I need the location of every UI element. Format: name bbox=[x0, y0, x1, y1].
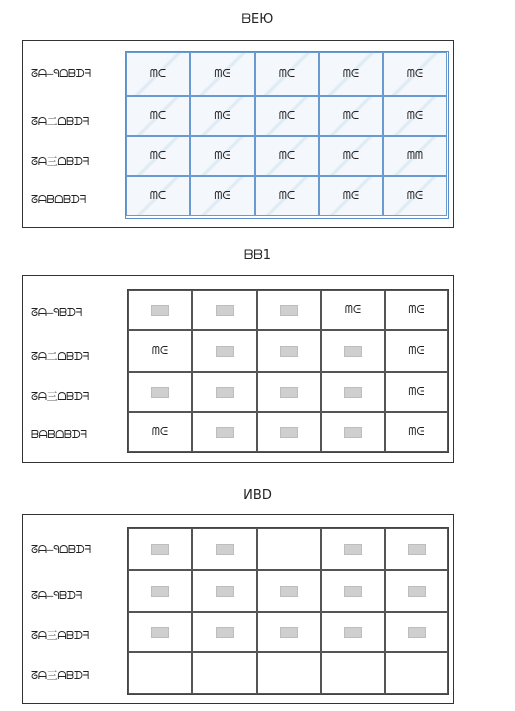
grid-cell bbox=[383, 52, 447, 96]
grid-cell bbox=[257, 528, 321, 570]
grid-cell bbox=[385, 652, 448, 694]
grid-cell bbox=[385, 330, 448, 372]
grid-cell bbox=[190, 176, 255, 216]
cell-label: ᗰᑕ bbox=[149, 67, 167, 80]
grid-cell bbox=[255, 96, 319, 136]
cell-label: ᗰᕮ bbox=[344, 303, 362, 316]
grid bbox=[127, 527, 449, 695]
cell-label: ᗰᕮ bbox=[408, 425, 425, 438]
placeholder-block bbox=[344, 544, 362, 555]
placeholder-block bbox=[151, 544, 169, 555]
cell-label: ᗰᕮ bbox=[408, 303, 425, 316]
placeholder-block bbox=[280, 387, 298, 398]
placeholder-block bbox=[408, 627, 426, 638]
grid-cell bbox=[257, 570, 321, 612]
cell-label: ᗰᕮ bbox=[214, 109, 231, 122]
placeholder-block bbox=[408, 586, 426, 597]
grid-cell bbox=[321, 372, 385, 412]
placeholder-block bbox=[280, 346, 298, 357]
grid-cell bbox=[385, 528, 448, 570]
cell-label: ᗰᑕ bbox=[149, 189, 167, 202]
cell-label: ᗰᕮ bbox=[406, 67, 424, 80]
placeholder-block bbox=[216, 427, 234, 438]
grid-cell bbox=[257, 412, 321, 452]
placeholder-block bbox=[216, 627, 234, 638]
grid-cell bbox=[257, 612, 321, 652]
grid-cell bbox=[385, 290, 448, 330]
cell-label: ᗰᕮ bbox=[214, 189, 231, 202]
grid-cell bbox=[192, 570, 257, 612]
grid-cell bbox=[126, 136, 190, 176]
placeholder-block bbox=[216, 305, 234, 316]
grid-cell bbox=[255, 176, 319, 216]
row-label: ᘔᗩ—ᑫᗷᗪᖷ bbox=[31, 306, 82, 319]
grid-cell bbox=[383, 136, 447, 176]
row-label: ᗷᗩᗷᗝᗷᗪᖷ bbox=[31, 428, 87, 441]
cell-label: ᗰᕮ bbox=[214, 67, 231, 80]
grid-cell bbox=[126, 176, 190, 216]
cell-label: ᗰᑕ bbox=[278, 149, 296, 162]
cell-label: ᗰᑕ bbox=[278, 109, 296, 122]
grid-cell bbox=[126, 96, 190, 136]
placeholder-block bbox=[280, 586, 298, 597]
grid-cell bbox=[126, 52, 190, 96]
cell-label: ᗰᕮ bbox=[406, 189, 424, 202]
grid-cell bbox=[192, 612, 257, 652]
grid-cell bbox=[192, 528, 257, 570]
placeholder-block bbox=[151, 586, 169, 597]
row-label: ᘔᗩᗷᗝᗷᗪᖷ bbox=[31, 193, 86, 206]
grid-cell bbox=[257, 290, 321, 330]
grid-cell bbox=[383, 176, 447, 216]
grid-cell bbox=[385, 412, 448, 452]
placeholder-block bbox=[216, 387, 234, 398]
grid-cell bbox=[128, 372, 192, 412]
grid-cell bbox=[321, 612, 385, 652]
grid-cell bbox=[319, 52, 383, 96]
grid-cell bbox=[255, 136, 319, 176]
row-label: ᘔᗩ—ᑫᗝᗷᗪᖷ bbox=[31, 67, 91, 80]
grid-cell bbox=[383, 96, 447, 136]
panel-3 bbox=[22, 514, 454, 704]
cell-label: ᗰᕮ bbox=[151, 425, 169, 438]
cell-label: ᗰᕮ bbox=[406, 109, 424, 122]
cell-label: ᗰᑕ bbox=[342, 149, 360, 162]
placeholder-block bbox=[151, 305, 169, 316]
row-label: ᘔᗩ—ᑫᗷᗪᖷ bbox=[31, 589, 82, 602]
grid-cell bbox=[192, 652, 257, 694]
cell-label: ᗰᕮ bbox=[214, 149, 231, 162]
cell-label: ᗰᑕ bbox=[278, 189, 296, 202]
grid-cell bbox=[321, 330, 385, 372]
placeholder-block bbox=[280, 305, 298, 316]
placeholder-block bbox=[408, 544, 426, 555]
grid-cell bbox=[257, 652, 321, 694]
placeholder-block bbox=[151, 387, 169, 398]
grid-cell bbox=[128, 412, 192, 452]
grid bbox=[127, 289, 449, 453]
cell-label: ᗰᗰ bbox=[407, 149, 423, 162]
cell-label: ᗰᑕ bbox=[149, 109, 167, 122]
grid-cell bbox=[321, 570, 385, 612]
grid-cell bbox=[192, 290, 257, 330]
row-label: ᘔᗩ三ᗩᗷᗪᖷ bbox=[31, 629, 89, 642]
grid-cell bbox=[385, 372, 448, 412]
grid-cell bbox=[321, 528, 385, 570]
grid-cell bbox=[257, 330, 321, 372]
panel-2 bbox=[22, 275, 454, 463]
panel-2-title: ᗷᗷ1 bbox=[243, 248, 272, 263]
placeholder-block bbox=[344, 586, 362, 597]
grid-cell bbox=[128, 612, 192, 652]
row-label: ᘔᗩ三ᗩᗷᗪᖷ bbox=[31, 669, 89, 682]
grid bbox=[125, 51, 449, 219]
grid-cell bbox=[190, 96, 255, 136]
grid-cell bbox=[192, 330, 257, 372]
panel-3-title: ИBD bbox=[243, 488, 272, 503]
cell-label: ᗰᑕ bbox=[278, 67, 296, 80]
grid-cell bbox=[257, 372, 321, 412]
placeholder-block bbox=[280, 427, 298, 438]
grid-cell bbox=[385, 612, 448, 652]
cell-label: ᗰᕮ bbox=[408, 385, 425, 398]
grid-cell bbox=[128, 330, 192, 372]
placeholder-block bbox=[216, 346, 234, 357]
placeholder-block bbox=[344, 346, 362, 357]
grid-cell bbox=[319, 136, 383, 176]
row-label: ᘔᗩ—ᑫᗝᗷᗪᖷ bbox=[31, 543, 91, 556]
cell-label: ᗰᕮ bbox=[408, 344, 425, 357]
row-label: ᘔᗩ二ᗝᗷᗪᖷ bbox=[31, 115, 89, 128]
grid-cell bbox=[255, 52, 319, 96]
cell-label: ᗰᑕ bbox=[149, 149, 167, 162]
placeholder-block bbox=[344, 627, 362, 638]
placeholder-block bbox=[216, 544, 234, 555]
row-label: ᘔᗩ三ᗝᗷᗪᖷ bbox=[31, 155, 89, 168]
grid-cell bbox=[385, 570, 448, 612]
grid-cell bbox=[319, 176, 383, 216]
cell-label: ᗰᕮ bbox=[342, 189, 360, 202]
cell-label: ᗰᑕ bbox=[342, 109, 360, 122]
row-label: ᘔᗩ三ᗝᗷᗪᖷ bbox=[31, 390, 89, 403]
grid-cell bbox=[319, 96, 383, 136]
grid-cell bbox=[192, 372, 257, 412]
grid-cell bbox=[128, 570, 192, 612]
grid-cell bbox=[192, 412, 257, 452]
row-label: ᘔᗩ二ᗝᗷᗪᖷ bbox=[31, 350, 89, 363]
placeholder-block bbox=[151, 627, 169, 638]
cell-label: ᗰᕮ bbox=[151, 344, 169, 357]
grid-cell bbox=[128, 652, 192, 694]
panel-1 bbox=[22, 40, 454, 228]
grid-cell bbox=[128, 290, 192, 330]
placeholder-block bbox=[216, 586, 234, 597]
grid-cell bbox=[321, 412, 385, 452]
grid-cell bbox=[321, 290, 385, 330]
grid-cell bbox=[190, 52, 255, 96]
grid-cell bbox=[128, 528, 192, 570]
cell-label: ᗰᕮ bbox=[342, 67, 360, 80]
placeholder-block bbox=[344, 387, 362, 398]
grid-cell bbox=[190, 136, 255, 176]
panel-1-title: ᗷЕЮ bbox=[241, 12, 274, 27]
grid-cell bbox=[321, 652, 385, 694]
placeholder-block bbox=[280, 627, 298, 638]
placeholder-block bbox=[344, 427, 362, 438]
